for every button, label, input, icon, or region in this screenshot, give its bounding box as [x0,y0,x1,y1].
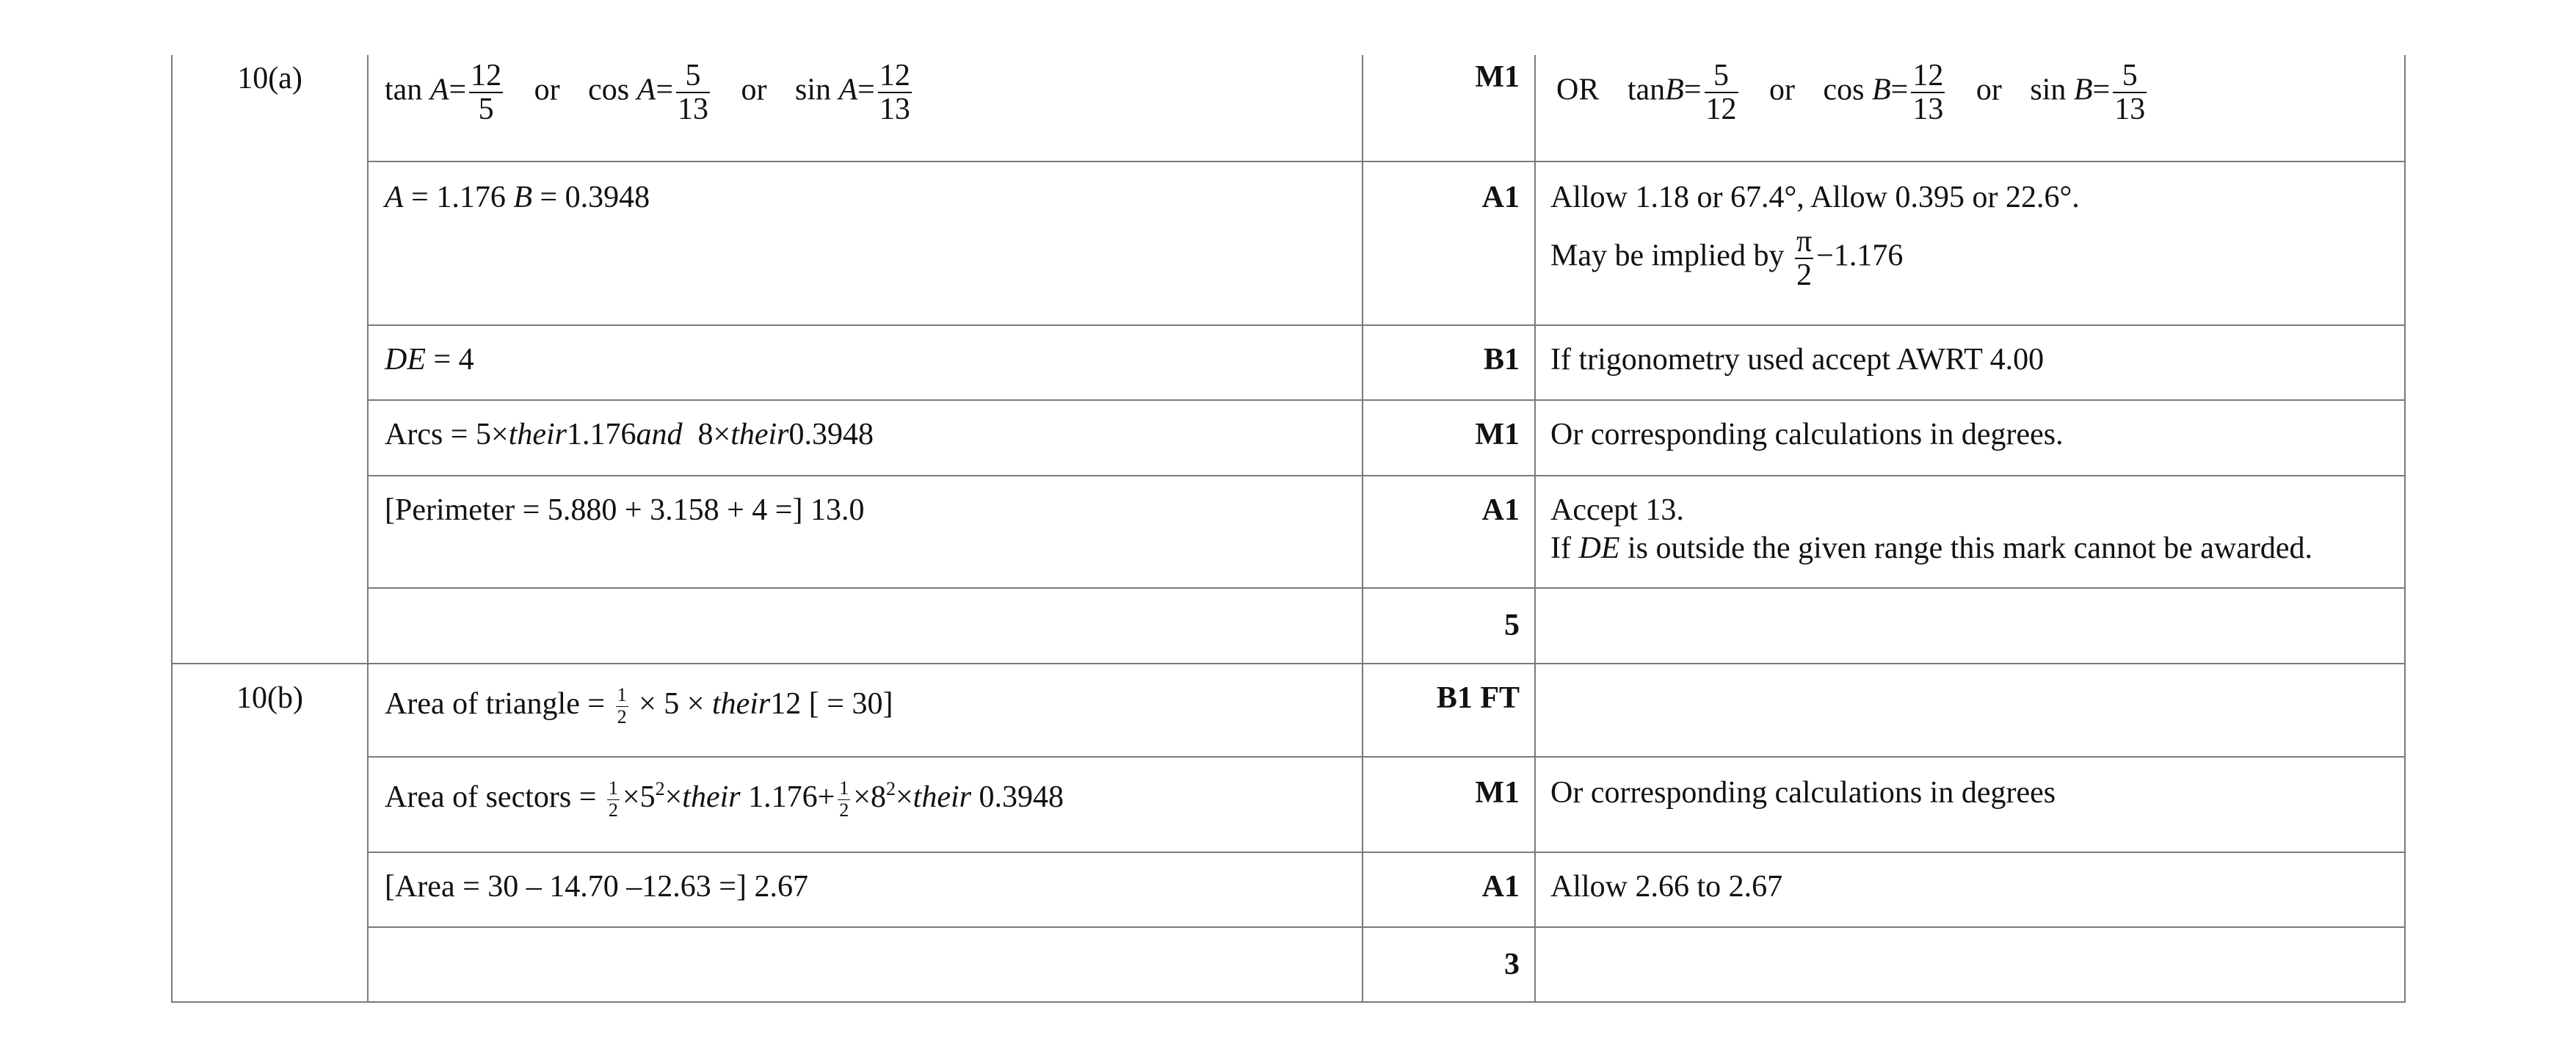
mark-cell: A1 [1363,161,1535,325]
answer-cell [368,588,1363,664]
mark-total-cell [1363,927,1535,1002]
answer-cell: DE = 4 [368,325,1363,400]
fraction: $\frac{5}{12}$ [1705,59,1737,127]
fraction: $\frac{1}{2}$ [608,777,618,821]
answer-cell [368,927,1363,1002]
table-row [172,325,2405,400]
guidance-cell: Or corresponding calculations in degrees. [1535,400,2405,476]
table-row [172,852,2405,927]
fraction: $\frac{\pi}{2}$ [1796,225,1813,293]
table-row [172,588,2405,664]
table-row [172,476,2405,588]
answer-cell: tan A= $\frac{12}{5}$ or cos A= $\frac{5}{13}$ or sin A= $\frac{12}{13}$ [368,55,1363,161]
table-row [172,664,2405,757]
fraction: $\frac{5}{13}$ [678,59,708,127]
answer-cell: Arcs = 5×their1.176and 8×their0.3948 [368,400,1363,476]
guidance-cell [1535,927,2405,1002]
answer-cell: [Perimeter = 5.880 + 3.158 + 4 =] 13.0 [368,476,1363,588]
mark-cell: A1 [1363,476,1535,588]
fraction: $\frac{12}{5}$ [471,59,502,127]
mark-total-cell [1363,588,1535,664]
table-row [172,400,2405,476]
table-row [172,927,2405,1002]
guidance-cell: If trigonometry used accept AWRT 4.00 [1535,325,2405,400]
fraction: $\frac{1}{2}$ [617,684,627,727]
answer-cell: [Area = 30 – 14.70 –12.63 =] 2.67 [368,852,1363,927]
mark-cell: M1 [1363,55,1535,161]
mark-cell: A1 [1363,852,1535,927]
question-number [172,55,368,664]
fraction: $\frac{12}{13}$ [879,59,910,127]
guidance-cell: Allow 2.66 to 2.67 [1535,852,2405,927]
guidance-cell: Or corresponding calculations in degrees [1535,757,2405,852]
guidance-cell: Allow 1.18 or 67.4°, Allow 0.395 or 22.6°. May be implied by $\frac{\pi}{2}$ −1.176 [1535,161,2405,325]
table-row [172,161,2405,325]
question-number [172,664,368,1002]
mark-cell: M1 [1363,400,1535,476]
mark-total: 5 [1504,609,1520,642]
answer-cell: A = 1.176 B = 0.3948 [368,161,1363,325]
guidance-cell [1535,588,2405,664]
table-row [172,757,2405,852]
mark-cell: M1 [1363,757,1535,852]
answer-cell: Area of sectors = $\frac{1}{2}$ $\times 5^2\times their$ 1.176+ $\frac{1}{2}$ $\times 8^2\times their$ 0.3948 [368,757,1363,852]
fraction: $\frac{1}{2}$ [839,777,849,821]
answer-cell: Area of triangle = $\frac{1}{2}$ × 5 × their12 [ = 30] [368,664,1363,757]
table-row [172,55,2405,161]
guidance-cell [1535,664,2405,757]
question-label: 10(a) [237,62,302,95]
question-label: 10(b) [236,681,303,715]
fraction: $\frac{5}{13}$ [2114,59,2146,127]
mark-total: 3 [1504,948,1520,981]
fraction: $\frac{12}{13}$ [1912,59,1944,127]
mark-cell: B1 FT [1363,664,1535,757]
guidance-cell: Accept 13. If DE is outside the given range this mark cannot be awarded. [1535,476,2405,588]
mark-scheme-table [171,55,2406,1003]
mark-cell: B1 [1363,325,1535,400]
guidance-cell: OR tanB= $\frac{5}{12}$ or cos B= $\frac{12}{13}$ or sin B= $\frac{5}{13}$ [1535,55,2405,161]
